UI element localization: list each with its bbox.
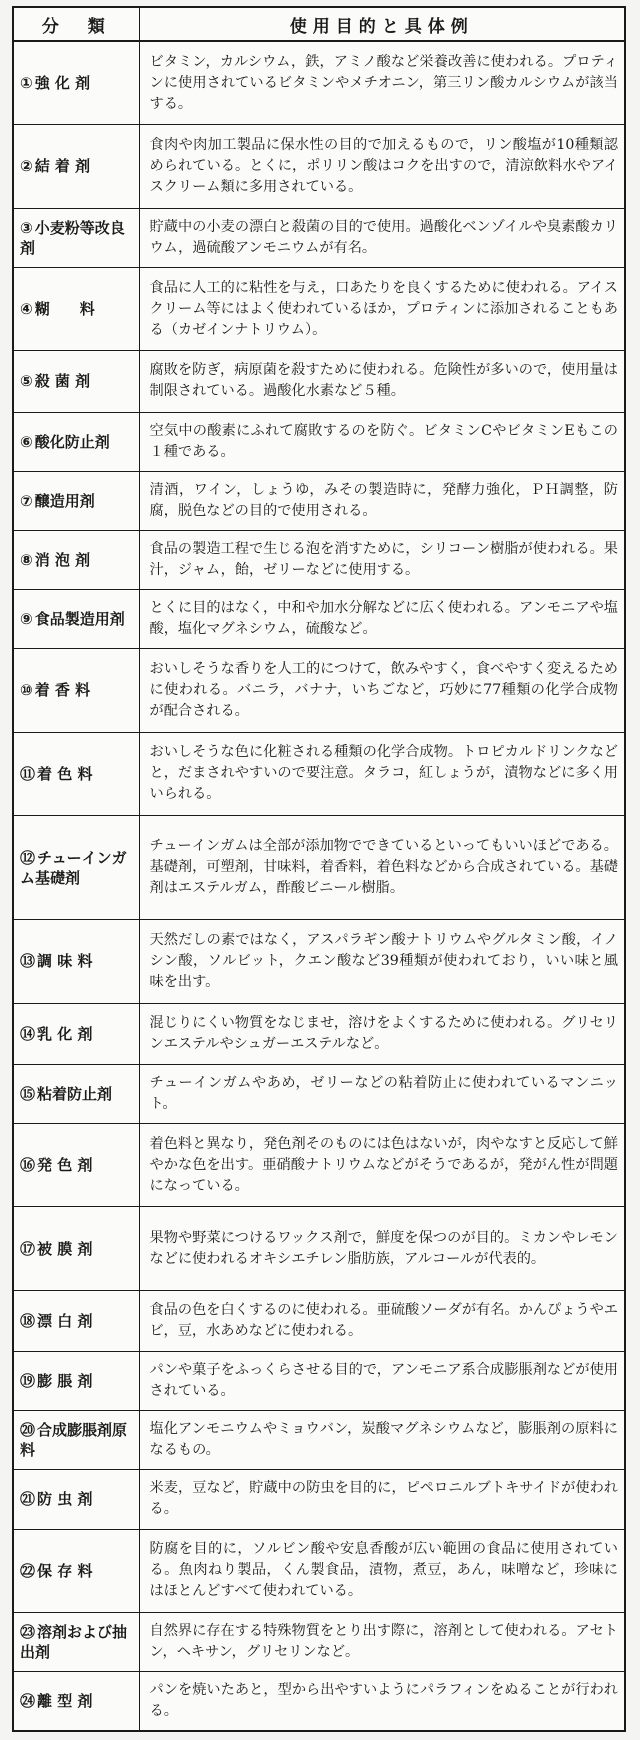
category-number: ㉓ <box>20 1623 36 1642</box>
description-cell: ビタミン，カルシウム，鉄，アミノ酸など栄養改善に使われる。プロティンに使用されているビタミンやメチオニン，第三リン酸カルシウムが該当する。 <box>139 41 625 125</box>
category-cell <box>13 208 139 267</box>
category-number: ⑬ <box>20 952 36 971</box>
category-name: 膨 脹 剤 <box>37 1372 93 1391</box>
category-number: ⑳ <box>20 1421 36 1440</box>
category-name: 被 膜 剤 <box>37 1239 93 1258</box>
category-number: ⑭ <box>20 1024 36 1043</box>
category-name: 乳 化 剤 <box>37 1024 93 1043</box>
category-name: 粘着防止剤 <box>37 1084 113 1103</box>
category-name: 漂 白 剤 <box>37 1312 93 1331</box>
table-row <box>13 1207 625 1291</box>
category-number: ⑦ <box>20 491 33 510</box>
category-number: ⑨ <box>20 609 33 628</box>
header-category: 分 類 <box>13 7 139 41</box>
category-number: ㉑ <box>20 1490 36 1509</box>
category-name: 結 着 剤 <box>34 157 91 176</box>
category-cell <box>13 1064 139 1123</box>
table-row <box>13 1291 625 1352</box>
description-cell: 着色料と異なり，発色剤そのものには色はないが，肉やなすと反応して鮮やかな色を出す。亜硝酸ナトリウムなどがそうであるが，発がん性が問題になっている。 <box>139 1123 625 1207</box>
description-cell: 混じりにくい物質をなじませ，溶けをよくするために使われる。グリセリンエステルやシュガーエステルなど。 <box>139 1003 625 1064</box>
table-row <box>13 1411 625 1470</box>
category-number: ⑮ <box>20 1084 36 1103</box>
description-cell: 食品の色を白くするのに使われる。亜硫酸ソーダが有名。かんぴょうやエビ，豆，水あめなどに使われる。 <box>139 1291 625 1352</box>
category-cell <box>13 41 139 125</box>
category-number: ③ <box>20 218 33 237</box>
table-row <box>13 41 625 125</box>
table-row <box>13 471 625 530</box>
description-cell: 防腐を目的に，ソルビン酸や安息香酸が広い範囲の食品に使用されている。魚肉ねり製品，くん製食品，漬物，煮豆，あん，味噌など，珍味にはほとんどすべて使われている。 <box>139 1529 625 1613</box>
description-cell: 清酒，ワイン，しょうゆ，みその製造時に，発酵力強化，ＰＨ調整，防腐，脱色などの目的で使用される。 <box>139 471 625 530</box>
category-number: ⑩ <box>20 681 33 700</box>
table-row <box>13 412 625 471</box>
category-cell <box>13 1613 139 1672</box>
category-cell <box>13 816 139 920</box>
table-row <box>13 1064 625 1123</box>
description-cell: 食品に人工的に粘性を与え，口あたりを良くするために使われる。アイスクリーム等にはよく使われているほか，プロティンに添加されることもある（カゼインナトリウム）。 <box>139 267 625 351</box>
category-name: 糊 料 <box>34 300 95 319</box>
category-number: ⑲ <box>20 1372 36 1391</box>
category-name: 離 型 剤 <box>37 1692 93 1711</box>
category-name: 強 化 剤 <box>34 74 91 93</box>
table-row <box>13 1470 625 1529</box>
category-number: ㉔ <box>20 1692 36 1711</box>
table-row <box>13 816 625 920</box>
category-name: 合成膨脹剤原料 <box>20 1421 128 1460</box>
table-header-row <box>13 7 625 41</box>
table-row <box>13 1003 625 1064</box>
category-number: ⑥ <box>20 432 33 451</box>
category-name: 醸造用剤 <box>34 491 95 510</box>
category-name: 殺 菌 剤 <box>34 372 91 391</box>
category-number: ⑰ <box>20 1239 36 1258</box>
description-cell: 空気中の酸素にふれて腐敗するのを防ぐ。ビタミンCやビタミンEもこの１種である。 <box>139 412 625 471</box>
category-name: 発 色 剤 <box>37 1156 93 1175</box>
category-cell <box>13 1123 139 1207</box>
category-name: 調 味 料 <box>37 952 93 971</box>
description-cell: パンを焼いたあと，型から出やすいようにパラフィンをぬることが行われる。 <box>139 1672 625 1731</box>
category-name: 消 泡 剤 <box>34 550 91 569</box>
table-row <box>13 208 625 267</box>
table-row <box>13 1123 625 1207</box>
category-cell <box>13 412 139 471</box>
category-cell <box>13 1529 139 1613</box>
additives-table <box>12 6 626 1732</box>
description-cell: 自然界に存在する特殊物質をとり出す際に，溶剤として使われる。アセトン，ヘキサン，グリセリンなど。 <box>139 1613 625 1672</box>
category-cell <box>13 1411 139 1470</box>
category-number: ⑪ <box>20 764 36 783</box>
table-row <box>13 351 625 412</box>
description-cell: チューインガムやあめ，ゼリーなどの粘着防止に使われているマンニット。 <box>139 1064 625 1123</box>
table-row <box>13 1672 625 1731</box>
category-number: ⑫ <box>20 848 36 867</box>
category-name: 防 虫 剤 <box>37 1490 93 1509</box>
category-cell <box>13 125 139 209</box>
header-purpose-examples: 使用目的と具体例 <box>139 7 625 41</box>
table-row <box>13 1613 625 1672</box>
document-page <box>12 6 624 1732</box>
category-number: ⑱ <box>20 1312 36 1331</box>
table-row <box>13 1352 625 1411</box>
description-cell: 食品の製造工程で生じる泡を消すために，シリコーン樹脂が使われる。果汁，ジャム，飴，ゼリーなどに使用する。 <box>139 530 625 589</box>
description-cell: 塩化アンモニウムやミョウバン，炭酸マグネシウムなど，膨脹剤の原料になるもの。 <box>139 1411 625 1470</box>
category-cell <box>13 1470 139 1529</box>
description-cell: 天然だしの素ではなく，アスパラギン酸ナトリウムやグルタミン酸，イノシン酸，ソルビット，クエン酸など39種類が使われており，いい味と風味を出す。 <box>139 920 625 1004</box>
category-cell <box>13 1003 139 1064</box>
category-cell <box>13 589 139 648</box>
table-row <box>13 648 625 732</box>
category-name: 酸化防止剤 <box>34 432 110 451</box>
table-row <box>13 920 625 1004</box>
category-name: 着 色 料 <box>37 764 93 783</box>
description-cell: 腐敗を防ぎ，病原菌を殺すために使われる。危険性が多いので，使用量は制限されている。過酸化水素など５種。 <box>139 351 625 412</box>
category-name: 食品製造用剤 <box>34 609 125 628</box>
category-name: 着 香 料 <box>34 681 91 700</box>
category-cell <box>13 1291 139 1352</box>
table-row <box>13 1529 625 1613</box>
description-cell: とくに目的はなく，中和や加水分解などに広く使われる。アンモニアや塩酸，塩化マグネシウム，硫酸など。 <box>139 589 625 648</box>
category-cell <box>13 530 139 589</box>
category-cell <box>13 471 139 530</box>
table-row <box>13 267 625 351</box>
description-cell: チューインガムは全部が添加物でできているといってもいいほどである。基礎剤，可塑剤，甘味料，着香料，着色料などから合成されている。基礎剤はエステルガム，酢酸ビニール樹脂。 <box>139 816 625 920</box>
category-cell <box>13 732 139 816</box>
category-number: ① <box>20 74 33 93</box>
category-cell <box>13 1207 139 1291</box>
category-cell <box>13 648 139 732</box>
description-cell: おいしそうな香りを人工的につけて，飲みやすく，食べやすく変えるために使われる。バニラ，バナナ，いちごなど，巧妙に77種類の化学合成物が配合される。 <box>139 648 625 732</box>
category-cell <box>13 267 139 351</box>
description-cell: おいしそうな色に化粧される種類の化学合成物。トロピカルドリンクなどと，だまされやすいので要注意。タラコ，紅しょうが，漬物などに多く用いられる。 <box>139 732 625 816</box>
table-row <box>13 125 625 209</box>
description-cell: 果物や野菜につけるワックス剤で，鮮度を保つのが目的。ミカンやレモンなどに使われるオキシエチレン脂肪族，アルコールが代表的。 <box>139 1207 625 1291</box>
category-number: ⑤ <box>20 372 33 391</box>
table-row <box>13 589 625 648</box>
category-number: ㉒ <box>20 1561 36 1580</box>
category-cell <box>13 920 139 1004</box>
category-cell <box>13 351 139 412</box>
category-number: ⑧ <box>20 550 33 569</box>
category-cell <box>13 1672 139 1731</box>
description-cell: 食肉や肉加工製品に保水性の目的で加えるもので，リン酸塩が10種類認められている。とくに，ポリリン酸はコクを出すので，清涼飲料水やアイスクリーム類に多用されている。 <box>139 125 625 209</box>
category-cell <box>13 1352 139 1411</box>
category-number: ④ <box>20 300 33 319</box>
category-name: 保 存 料 <box>37 1561 93 1580</box>
category-number: ② <box>20 157 33 176</box>
table-row <box>13 530 625 589</box>
description-cell: 貯蔵中の小麦の漂白と殺菌の目的で使用。過酸化ベンゾイルや臭素酸カリウム，過硫酸アンモニウムが有名。 <box>139 208 625 267</box>
category-name: チューインガム基礎剤 <box>20 848 127 887</box>
description-cell: パンや菓子をふっくらさせる目的で，アンモニア系合成膨脹剤などが使用されている。 <box>139 1352 625 1411</box>
table-row <box>13 732 625 816</box>
description-cell: 米麦，豆など，貯蔵中の防虫を目的に，ピペロニルブトキサイドが使われる。 <box>139 1470 625 1529</box>
category-name: 溶剤および抽出剤 <box>20 1623 128 1662</box>
category-number: ⑯ <box>20 1156 36 1175</box>
table-body <box>13 41 625 1731</box>
category-name: 小麦粉等改良剤 <box>20 218 125 257</box>
